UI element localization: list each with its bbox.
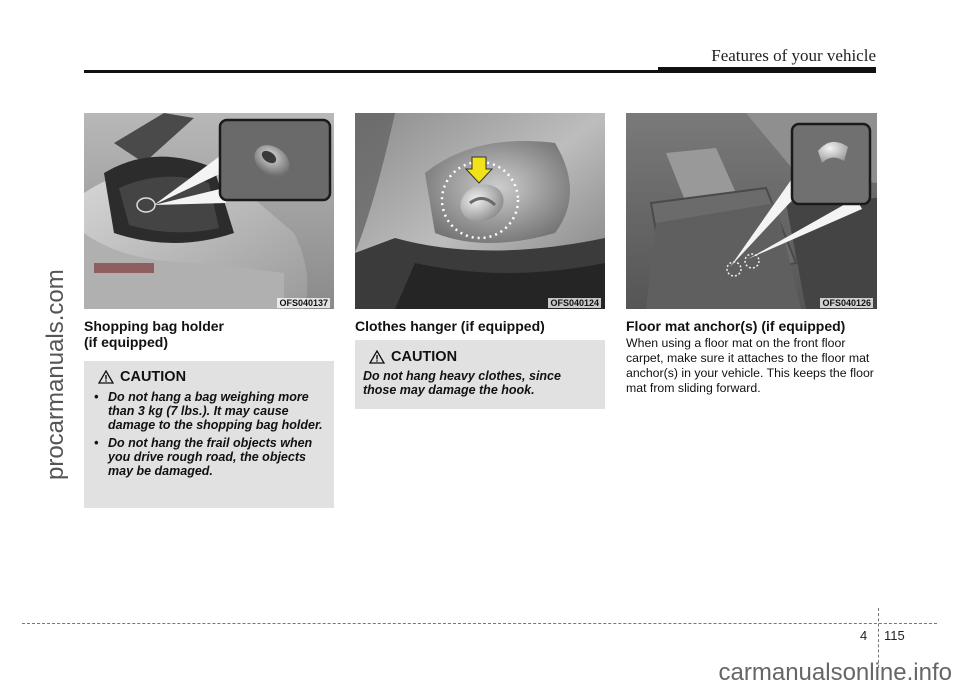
bottom-watermark: carmanualsonline.info — [718, 659, 952, 686]
chapter-number: 4 — [860, 628, 868, 643]
caution-title: CAUTION — [391, 349, 458, 365]
caution-box-shopping-bag — [84, 361, 334, 508]
page-number: 115 — [884, 628, 905, 643]
caution-text: Do not hang heavy clothes, since those may damage the hook. — [363, 369, 561, 397]
warning-triangle-icon — [98, 370, 114, 384]
caution-title: CAUTION — [120, 369, 187, 385]
photo-code: OFS040137 — [279, 298, 328, 308]
floor-mat-anchor-heading: Floor mat anchor(s) (if equipped) — [626, 318, 846, 334]
footer-rule — [22, 623, 937, 624]
heading-line: Shopping bag holder — [84, 318, 224, 334]
caution-item-text: Do not hang a bag weighing more than 3 kg (7 lbs.). It may cause damage to the shopping bag holder. — [108, 390, 323, 432]
caution-item — [92, 436, 324, 478]
caution-item-text: Do not hang the frail objects when you drive rough road, the objects may be damaged. — [108, 436, 313, 478]
warning-triangle-icon — [369, 350, 385, 364]
bullet: • — [94, 390, 99, 404]
shopping-bag-holder-photo — [84, 113, 334, 309]
side-watermark — [4, 180, 69, 480]
heading-line: (if equipped) — [84, 334, 168, 350]
floor-mat-anchor-photo — [626, 113, 877, 309]
caution-box-clothes-hanger — [355, 340, 605, 409]
section-title: Features of your vehicle — [711, 46, 876, 65]
caution-list — [92, 390, 324, 478]
photo-code: OFS040124 — [550, 298, 599, 308]
header-rule-accent — [658, 67, 876, 73]
bullet: • — [94, 436, 99, 450]
clothes-hanger-heading: Clothes hanger (if equipped) — [355, 318, 545, 334]
floor-mat-anchor-body: When using a floor mat on the front floor carpet, make sure it attaches to the floor mat anchor(s) in your vehicle. This keeps the floor mat from sliding forward. — [626, 336, 874, 395]
photo-code: OFS040126 — [822, 298, 871, 308]
caution-item — [92, 390, 324, 432]
shopping-bag-holder-heading — [84, 318, 224, 350]
clothes-hanger-photo — [355, 113, 605, 309]
side-watermark-text: procarmanuals.com — [42, 269, 69, 480]
